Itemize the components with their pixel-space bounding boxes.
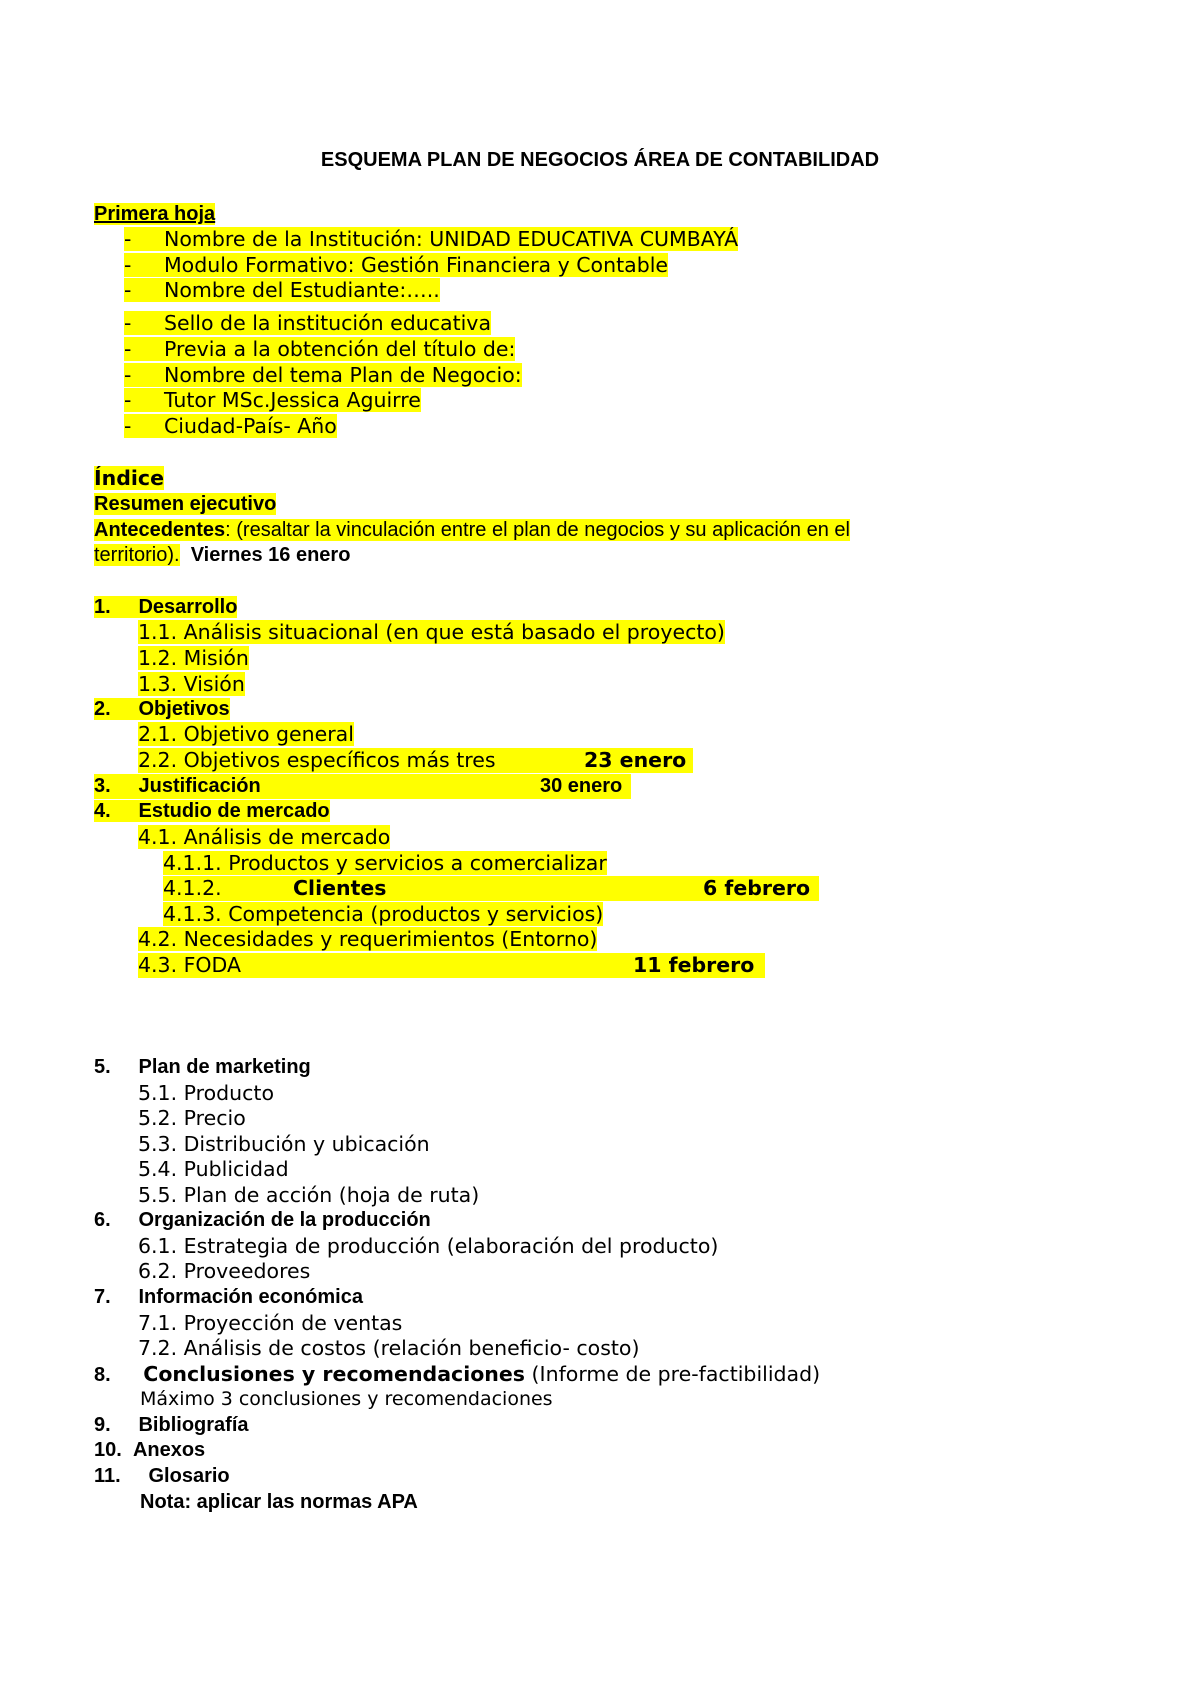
section-9-heading: 9. Bibliografía xyxy=(94,1414,249,1436)
first-page-item: - Nombre del Estudiante:….. xyxy=(124,278,440,302)
section-8-heading: 8. Conclusiones y recomendaciones (Informe de pre-factibilidad) xyxy=(94,1362,821,1386)
section-1-heading: 1. Desarrollo xyxy=(94,596,238,618)
subsection-item: 7.2. Análisis de costos (relación beneficio- costo) xyxy=(138,1336,640,1360)
apa-note: Nota: aplicar las normas APA xyxy=(140,1491,418,1513)
first-page-item: - Modulo Formativo: Gestión Financiera y Contable xyxy=(124,253,669,277)
first-page-item: - Tutor MSc.Jessica Aguirre xyxy=(124,388,421,412)
conclusiones-note: Máximo 3 conclusiones y recomendaciones xyxy=(140,1388,553,1410)
antecedentes-date: Viernes 16 enero xyxy=(190,544,351,566)
first-page-heading: Primera hoja xyxy=(94,203,216,225)
objetivos-date: 23 enero xyxy=(584,748,687,772)
first-page-item: - Nombre de la Institución: UNIDAD EDUCATIVA CUMBAYÁ xyxy=(124,227,739,251)
resumen-heading: Resumen ejecutivo xyxy=(94,493,277,515)
subsection-item: 5.2. Precio xyxy=(138,1106,246,1130)
subsection-item: 5.4. Publicidad xyxy=(138,1157,289,1181)
first-page-item: - Nombre del tema Plan de Negocio: xyxy=(124,363,522,387)
first-page-item: - Previa a la obtención del título de: xyxy=(124,337,516,361)
section-6-heading: 6. Organización de la producción xyxy=(94,1209,431,1231)
justificacion-date: 30 enero xyxy=(540,775,623,797)
subsection-item: 4.1. Análisis de mercado xyxy=(138,825,391,849)
section-11-heading: 11. Glosario xyxy=(94,1465,230,1487)
first-page-item: - Sello de la institución educativa xyxy=(124,311,492,335)
subsection-item: 7.1. Proyección de ventas xyxy=(138,1311,403,1335)
subsection-item: 6.1. Estrategia de producción (elaboración del producto) xyxy=(138,1234,719,1258)
subsection-item: 5.3. Distribución y ubicación xyxy=(138,1132,430,1156)
antecedentes-line-2: territorio). Viernes 16 enero xyxy=(94,544,351,566)
subsection-item: 4.2. Necesidades y requerimientos (Entorno) xyxy=(138,927,598,951)
antecedentes-line: Antecedentes: (resaltar la vinculación entre el plan de negocios y su aplicación en el xyxy=(94,519,850,541)
subsection-item: 4.1.2. Clientes 6 febrero xyxy=(163,876,819,901)
subsection-item: 2.2. Objetivos específicos más tres 23 enero xyxy=(138,748,693,773)
subsection-item: 5.1. Producto xyxy=(138,1081,275,1105)
subsection-item: 4.1.3. Competencia (productos y servicios) xyxy=(163,902,604,926)
clientes-label: Clientes xyxy=(293,876,387,900)
subsection-item: 2.1. Objetivo general xyxy=(138,722,354,746)
section-7-heading: 7. Información económica xyxy=(94,1286,363,1308)
first-page-item: - Ciudad-País- Año xyxy=(124,414,337,438)
document-title: ESQUEMA PLAN DE NEGOCIOS ÁREA DE CONTABILIDAD xyxy=(320,149,880,171)
subsection-item: 4.3. FODA 11 febrero xyxy=(138,953,765,978)
subsection-item: 1.3. Visión xyxy=(138,672,245,696)
section-5-heading: 5. Plan de marketing xyxy=(94,1056,311,1078)
subsection-item: 1.1. Análisis situacional (en que está basado el proyecto) xyxy=(138,620,725,644)
clientes-date: 6 febrero xyxy=(703,876,811,900)
subsection-item: 4.1.1. Productos y servicios a comercializar xyxy=(163,851,607,875)
section-2-heading: 2. Objetivos xyxy=(94,698,230,720)
section-10-heading: 10. Anexos xyxy=(94,1439,206,1461)
subsection-item: 1.2. Misión xyxy=(138,646,249,670)
section-3-heading: 3. Justificación 30 enero xyxy=(94,774,631,799)
subsection-item: 6.2. Proveedores xyxy=(138,1259,311,1283)
section-4-heading: 4. Estudio de mercado xyxy=(94,800,330,822)
foda-date: 11 febrero xyxy=(633,953,755,977)
indice-heading: Índice xyxy=(94,466,164,490)
subsection-item: 5.5. Plan de acción (hoja de ruta) xyxy=(138,1183,480,1207)
